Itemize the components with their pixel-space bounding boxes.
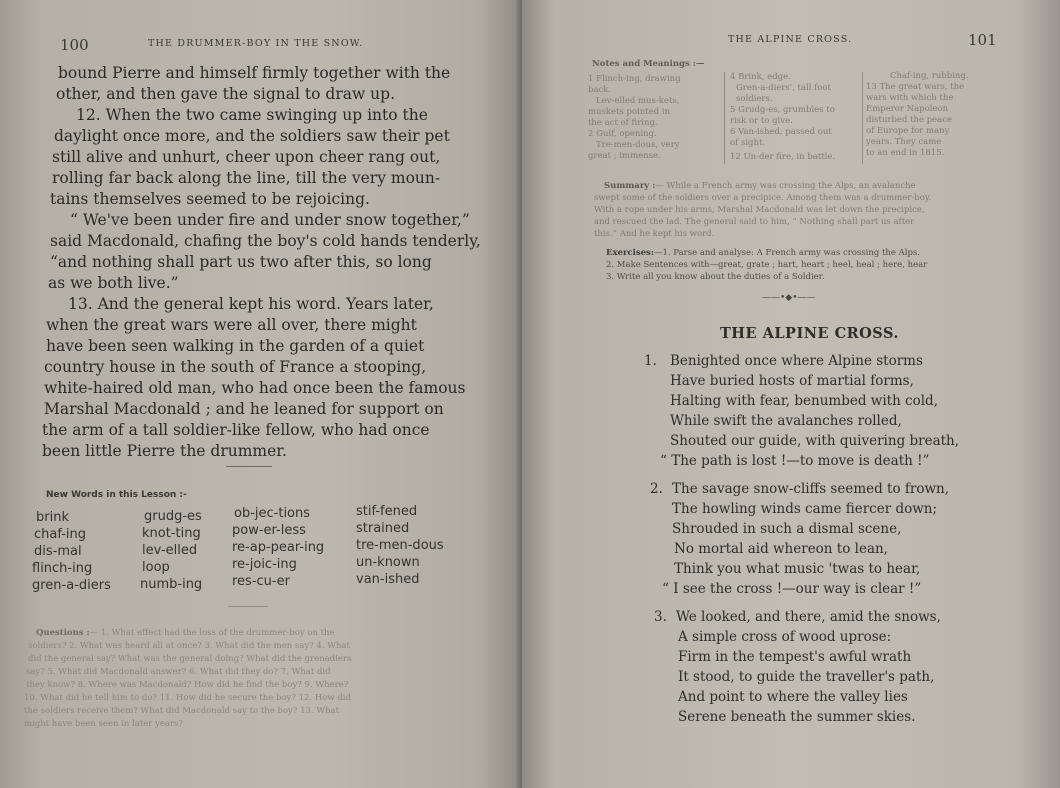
poem-line: It stood, to guide the traveller's path, bbox=[678, 669, 935, 685]
left-page bbox=[0, 0, 520, 788]
new-word: re-joic-ing bbox=[232, 557, 297, 572]
note-line: 1 Flinch-ing, drawing bbox=[588, 74, 681, 84]
exercise-line: —1. Parse and analyse: A French army was crossing the Alps. bbox=[653, 248, 920, 258]
questions-line: — 1. What effect had the loss of the drummer-boy on the bbox=[89, 628, 335, 638]
questions-line: did the general say? What was the general doing? What did the grenadiers bbox=[28, 654, 352, 664]
poem-line: Shouted our guide, with quivering breath, bbox=[670, 433, 960, 449]
new-word: gren-a-diers bbox=[32, 578, 111, 593]
questions-line: the soldiers receive them? What did Macdonald say to the boy? 13. What bbox=[24, 706, 340, 716]
note-line: the act of firing. bbox=[588, 118, 658, 128]
body-line: rolling far back along the line, till the very moun- bbox=[52, 169, 441, 187]
poem-line: Firm in the tempest's awful wrath bbox=[678, 649, 912, 665]
new-word: tre-men-dous bbox=[356, 538, 444, 553]
new-word: res-cu-er bbox=[232, 574, 290, 589]
body-line: when the great wars were all over, there might bbox=[46, 316, 417, 334]
note-line: Gren-a-diers', tall foot bbox=[736, 83, 831, 93]
poem-line: Shrouded in such a dismal scene, bbox=[672, 521, 902, 537]
summary-line: this.” And he kept his word. bbox=[594, 229, 715, 239]
questions-line: say? 5. What did Macdonald answer? 6. What did they do? 7. What did bbox=[26, 667, 331, 677]
note-line: disturbed the peace bbox=[866, 115, 953, 125]
right-running-head: THE ALPINE CROSS. bbox=[728, 34, 853, 45]
column-divider bbox=[862, 72, 863, 164]
left-page-number: 100 bbox=[60, 36, 89, 54]
note-line: 2 Gulf, opening. bbox=[588, 129, 657, 139]
note-line: years. They came bbox=[866, 137, 942, 147]
new-word: re-ap-pear-ing bbox=[232, 540, 325, 555]
poem-line: A simple cross of wood uprose: bbox=[678, 629, 892, 645]
body-line: as we both live.” bbox=[48, 274, 179, 292]
poem-line: The savage snow-cliffs seemed to frown, bbox=[672, 481, 950, 497]
note-line: muskets pointed in bbox=[588, 107, 671, 117]
new-word: stif-fened bbox=[356, 504, 418, 519]
body-line: been little Pierre the drummer. bbox=[42, 442, 287, 460]
body-line: 12. When the two came swinging up into the bbox=[76, 106, 428, 124]
note-line: soldiers. bbox=[736, 94, 773, 104]
note-line: 12 Un-der fire, in battle. bbox=[730, 152, 836, 162]
ornament-divider: ——•◆•—— bbox=[762, 293, 816, 303]
summary-line: — While a French army was crossing the Alps, an avalanche bbox=[655, 181, 916, 191]
questions-line: soldiers? 2. What was heard all at once? 3. What did the men say? 4. What bbox=[28, 641, 350, 651]
body-line: said Macdonald, chafing the boy's cold hands tenderly, bbox=[50, 232, 481, 250]
body-line: have been seen walking in the garden of a quiet bbox=[46, 337, 425, 355]
new-word: un-known bbox=[356, 555, 420, 570]
poem-line: Halting with fear, benumbed with cold, bbox=[670, 393, 938, 409]
new-word: chaf-ing bbox=[34, 527, 87, 542]
right-page-number: 101 bbox=[968, 31, 997, 49]
poem-line: Benighted once where Alpine storms bbox=[670, 353, 923, 369]
stanza-number: 3. bbox=[654, 609, 667, 625]
exercise-line: 2. Make Sentences with—great, grate ; hart, heart ; heel, heal ; here, hear bbox=[606, 260, 928, 270]
exercises-label: Exercises: bbox=[606, 248, 654, 258]
body-line: bound Pierre and himself firmly together with the bbox=[58, 64, 451, 82]
body-line: the arm of a tall soldier-like fellow, who had once bbox=[42, 421, 430, 439]
body-line: white-haired old man, who had once been the famous bbox=[44, 379, 466, 397]
new-word: flinch-ing bbox=[32, 561, 93, 576]
questions-line: they know? 8. Where was Macdonald? How did he find the boy? 9. Where? bbox=[26, 680, 349, 690]
poem-line: Have buried hosts of martial forms, bbox=[670, 373, 914, 389]
body-line: country house in the south of France a stooping, bbox=[44, 358, 427, 376]
new-word: strained bbox=[356, 521, 410, 536]
poem-line: We looked, and there, amid the snows, bbox=[676, 609, 941, 625]
note-line: Chaf-ing, rubbing. bbox=[890, 71, 969, 81]
questions-line: 10. What did he tell him to do? 11. How did he secure the boy? 12. How did bbox=[24, 693, 351, 703]
note-line: great ; immense. bbox=[588, 151, 661, 161]
note-line: 5 Grudg-es, grumbles to bbox=[730, 105, 835, 115]
body-line: Marshal Macdonald ; and he leaned for support on bbox=[44, 400, 444, 418]
poem-line: While swift the avalanches rolled, bbox=[670, 413, 902, 429]
poem-line: And point to where the valley lies bbox=[678, 689, 908, 705]
section-divider bbox=[226, 466, 272, 467]
notes-heading: Notes and Meanings :— bbox=[592, 59, 705, 69]
note-line: 4 Brink, edge. bbox=[730, 72, 791, 82]
poem-line: “ The path is lost !—to move is death !” bbox=[660, 453, 930, 469]
body-line: tains themselves seemed to be rejoicing. bbox=[50, 190, 370, 208]
body-line: “and nothing shall part us two after this, so long bbox=[50, 253, 432, 271]
new-word: pow-er-less bbox=[232, 523, 306, 538]
body-line: still alive and unhurt, cheer upon cheer rang out, bbox=[52, 148, 441, 166]
section-divider bbox=[228, 606, 268, 607]
body-line: “ We've been under fire and under snow together,” bbox=[70, 211, 470, 229]
note-line: wars with which the bbox=[866, 93, 954, 103]
stanza-number: 2. bbox=[650, 481, 663, 497]
note-line: to an end in 1815. bbox=[866, 148, 945, 158]
poem-line: The howling winds came fiercer down; bbox=[672, 501, 938, 517]
summary-line: With a rope under his arms, Marshal Macdonald was let down the precipice, bbox=[594, 205, 925, 215]
poem-line: “ I see the cross !—our way is clear !” bbox=[662, 581, 922, 597]
note-line: 6 Van-ished, passed out bbox=[730, 127, 832, 137]
summary-label: Summary : bbox=[604, 181, 656, 191]
new-word: numb-ing bbox=[140, 577, 203, 592]
new-word: loop bbox=[142, 560, 170, 575]
exercise-line: 3. Write all you know about the duties of a Soldier. bbox=[606, 272, 825, 282]
poem-line: Serene beneath the summer skies. bbox=[678, 709, 916, 725]
note-line: of Europe for many bbox=[866, 126, 950, 136]
questions-label: Questions : bbox=[36, 628, 90, 638]
stanza-number: 1. bbox=[644, 353, 657, 369]
summary-line: swept some of the soldiers over a precipice. Among them was a drummer-boy. bbox=[594, 193, 932, 203]
new-word: lev-elled bbox=[142, 543, 198, 558]
note-line: risk or to give. bbox=[730, 116, 793, 126]
left-running-head: THE DRUMMER-BOY IN THE SNOW. bbox=[148, 38, 364, 49]
new-word: brink bbox=[36, 510, 69, 525]
note-line: Emperor Napoleon bbox=[866, 104, 949, 114]
body-line: other, and then gave the signal to draw up. bbox=[56, 85, 396, 103]
poem-line: No mortal aid whereon to lean, bbox=[674, 541, 888, 557]
new-word: van-ished bbox=[356, 572, 420, 587]
note-line: of sight. bbox=[730, 138, 766, 148]
note-line: back. bbox=[588, 85, 612, 95]
right-page bbox=[522, 0, 1060, 788]
new-word: knot-ting bbox=[142, 526, 201, 541]
body-line: 13. And the general kept his word. Years later, bbox=[68, 295, 434, 313]
note-line: Lev-elled mus-kets, bbox=[596, 96, 680, 106]
poem-title: THE ALPINE CROSS. bbox=[720, 325, 899, 342]
poem-line: Think you what music 'twas to hear, bbox=[674, 561, 921, 577]
summary-line: and rescued the lad. The general said to him, “ Nothing shall part us after bbox=[594, 217, 915, 227]
column-divider bbox=[724, 72, 725, 164]
body-line: daylight once more, and the soldiers saw their pet bbox=[54, 127, 450, 145]
questions-line: might have been seen in later years? bbox=[24, 719, 183, 729]
new-word: grudg-es bbox=[144, 509, 202, 524]
note-line: 13 The great wars, the bbox=[866, 82, 965, 92]
new-word: dis-mal bbox=[34, 544, 82, 559]
new-word: ob-jec-tions bbox=[234, 506, 311, 521]
note-line: Tre-men-dous, very bbox=[596, 140, 680, 150]
new-words-heading: New Words in this Lesson :- bbox=[46, 490, 187, 500]
